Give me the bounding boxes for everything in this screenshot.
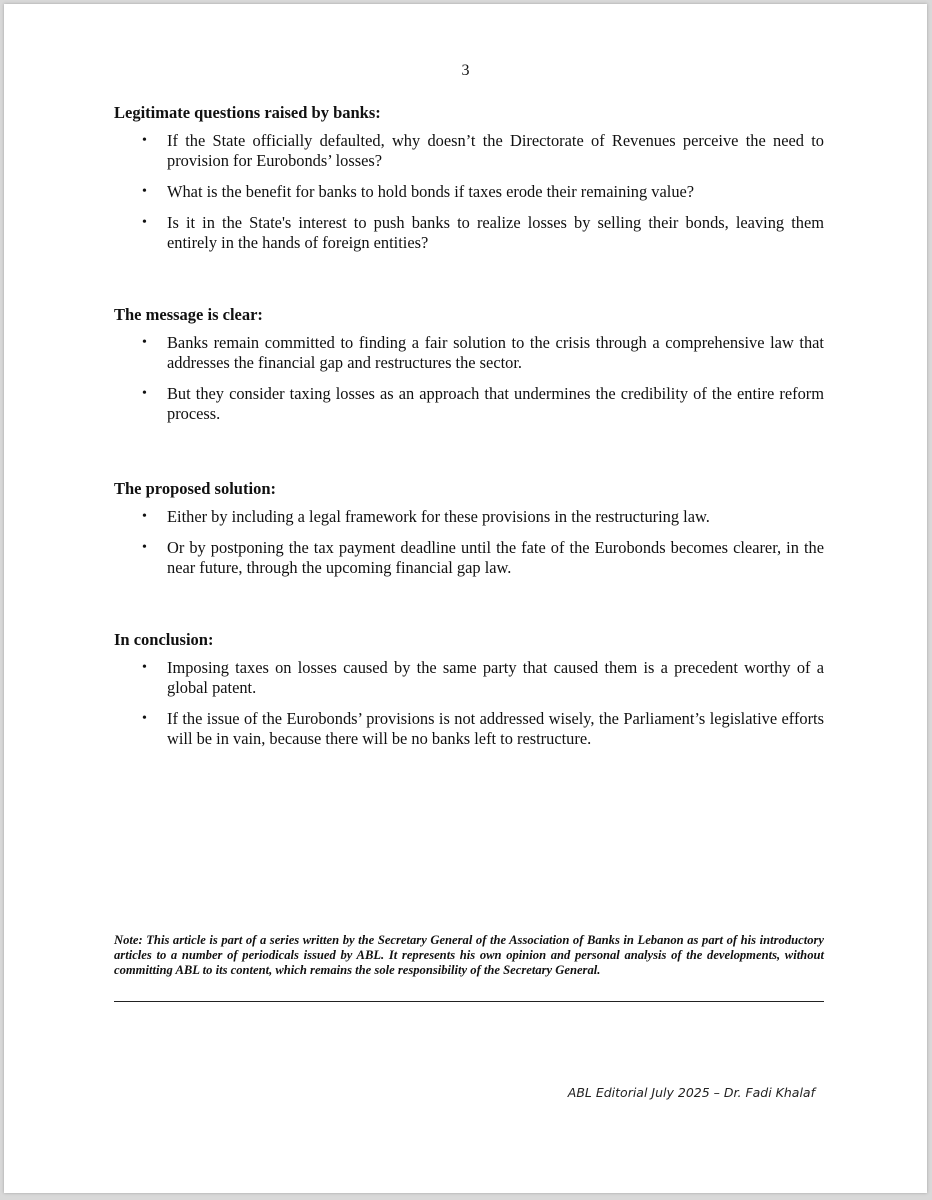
list-item <box>114 384 824 424</box>
editorial-note: Note: This article is part of a series written by the Secretary General of the Association of Banks in Lebanon as part of his introductory articles to a number of periodicals issued by ABL. It represents his own opinion and personal analysis of the developments, without committing ABL to its content, which remains the sole responsibility of the Secretary General. <box>114 933 824 978</box>
section-legitimate-questions <box>114 103 824 264</box>
list-item <box>114 709 824 749</box>
list-item-text: Or by postponing the tax payment deadline until the fate of the Eurobonds becomes clearer, in the near future, through the upcoming financial gap law. <box>167 538 824 577</box>
bullet-list <box>114 507 824 578</box>
bullet-icon: • <box>142 133 147 148</box>
section-heading: The proposed solution: <box>114 479 276 498</box>
page-footer: ABL Editorial July 2025 – Dr. Fadi Khalaf <box>567 1085 815 1100</box>
bullet-list <box>114 131 824 253</box>
bullet-list <box>114 333 824 424</box>
list-item-text: Imposing taxes on losses caused by the same party that caused them is a precedent worthy of a global patent. <box>167 658 824 697</box>
bullet-icon: • <box>142 540 147 555</box>
bullet-icon: • <box>142 660 147 675</box>
list-item <box>114 213 824 253</box>
bullet-icon: • <box>142 215 147 230</box>
list-item-text: Is it in the State's interest to push banks to realize losses by selling their bonds, leaving them entirely in the hands of foreign entities? <box>167 213 824 252</box>
section-proposed-solution <box>114 479 824 589</box>
list-item <box>114 658 824 698</box>
bullet-icon: • <box>142 184 147 199</box>
section-heading: The message is clear: <box>114 305 263 324</box>
bullet-icon: • <box>142 386 147 401</box>
section-heading: Legitimate questions raised by banks: <box>114 103 381 122</box>
bullet-icon: • <box>142 509 147 524</box>
bullet-list <box>114 658 824 749</box>
list-item-text: If the State officially defaulted, why doesn’t the Directorate of Revenues perceive the need to provision for Eurobonds’ losses? <box>167 131 824 170</box>
list-item <box>114 507 824 527</box>
list-item-text: If the issue of the Eurobonds’ provisions is not addressed wisely, the Parliament’s legislative efforts will be in vain, because there will be no banks left to restructure. <box>167 709 824 748</box>
section-message-clear <box>114 305 824 435</box>
list-item-text: Either by including a legal framework for these provisions in the restructuring law. <box>167 507 710 526</box>
divider-line <box>114 1001 824 1002</box>
list-item <box>114 538 824 578</box>
section-heading: In conclusion: <box>114 630 214 649</box>
page-number: 3 <box>461 62 470 79</box>
bullet-icon: • <box>142 711 147 726</box>
list-item-text: But they consider taxing losses as an approach that undermines the credibility of the entire reform process. <box>167 384 824 423</box>
bullet-icon: • <box>142 335 147 350</box>
list-item-text: What is the benefit for banks to hold bonds if taxes erode their remaining value? <box>167 182 695 201</box>
list-item-text: Banks remain committed to finding a fair solution to the crisis through a comprehensive law that addresses the financial gap and restructures the sector. <box>167 333 824 372</box>
list-item <box>114 333 824 373</box>
list-item <box>114 182 824 202</box>
list-item <box>114 131 824 171</box>
section-conclusion <box>114 630 824 760</box>
document-page <box>4 4 927 1193</box>
